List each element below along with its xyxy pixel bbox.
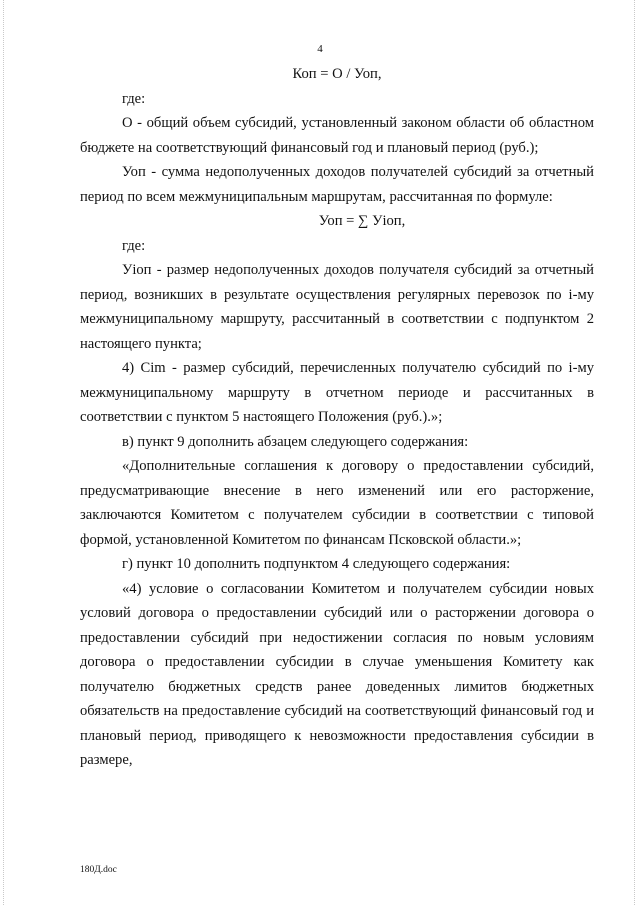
- paragraph-item-v: в) пункт 9 дополнить абзацем следующего содержания:: [122, 433, 469, 450]
- footer-filename: 180Д.doc: [80, 865, 117, 875]
- scan-edge-right: [634, 0, 636, 905]
- paragraph-subitem-4: «4) условие о согласовании Комитетом и получателем субсидии новых условий договора о предоставлении субсидий или о расторжении договора о предоставлении субсидий при недостижении согласия по новым условиям договора о предоставлении субсидии в случае уменьшения Комитету как получателю бюджетных средств ранее доведенных лимитов бюджетных обязательств на предоставление субсидий на соответствующий финансовый год и плановый период, приводящего к невозможности предоставления субсидии в размере,: [80, 580, 594, 768]
- paragraph-uiop-definition: Уiоп - размер недополученных доходов получателя субсидий за отчетный период, возникших в результате осуществления регулярных перевозок по i-му межмуниципальному маршруту, рассчитанный в соответствии с подпунктом 2 настоящего пункта;: [80, 262, 594, 352]
- scan-edge-left: [3, 0, 5, 905]
- document-body: [80, 62, 594, 773]
- page-number: 4: [317, 43, 323, 55]
- paragraph-additional-agreements: «Дополнительные соглашения к договору о предоставлении субсидий, предусматривающие внесение в него изменений или его расторжение, заключаются Комитетом с получателем субсидии в соответствии с типовой формой, установленной Комитетом по финансам Псковской области.»;: [80, 458, 594, 548]
- paragraph-item-g: г) пункт 10 дополнить подпунктом 4 следующего содержания:: [122, 556, 511, 572]
- label-where: где:: [122, 90, 146, 107]
- formula-uop: Уоп = ∑ Уiоп,: [318, 213, 406, 229]
- label-where: где:: [122, 237, 146, 254]
- formula-kop: Коп = О / Уоп,: [292, 66, 382, 82]
- paragraph-item-4: 4) Сim - размер субсидий, перечисленных получателю субсидий по i-му межмуниципальному маршруту в отчетном периоде и рассчитанных в соответствии с пунктом 5 настоящего Положения (руб.).»;: [80, 360, 594, 425]
- paragraph-o-definition: О - общий объем субсидий, установленный законом области об областном бюджете на соответствующий финансовый год и плановый период (руб.);: [80, 115, 594, 156]
- paragraph-uop-definition: Уоп - сумма недополученных доходов получателей субсидий за отчетный период по всем межмуниципальным маршрутам, рассчитанная по формуле:: [80, 164, 594, 205]
